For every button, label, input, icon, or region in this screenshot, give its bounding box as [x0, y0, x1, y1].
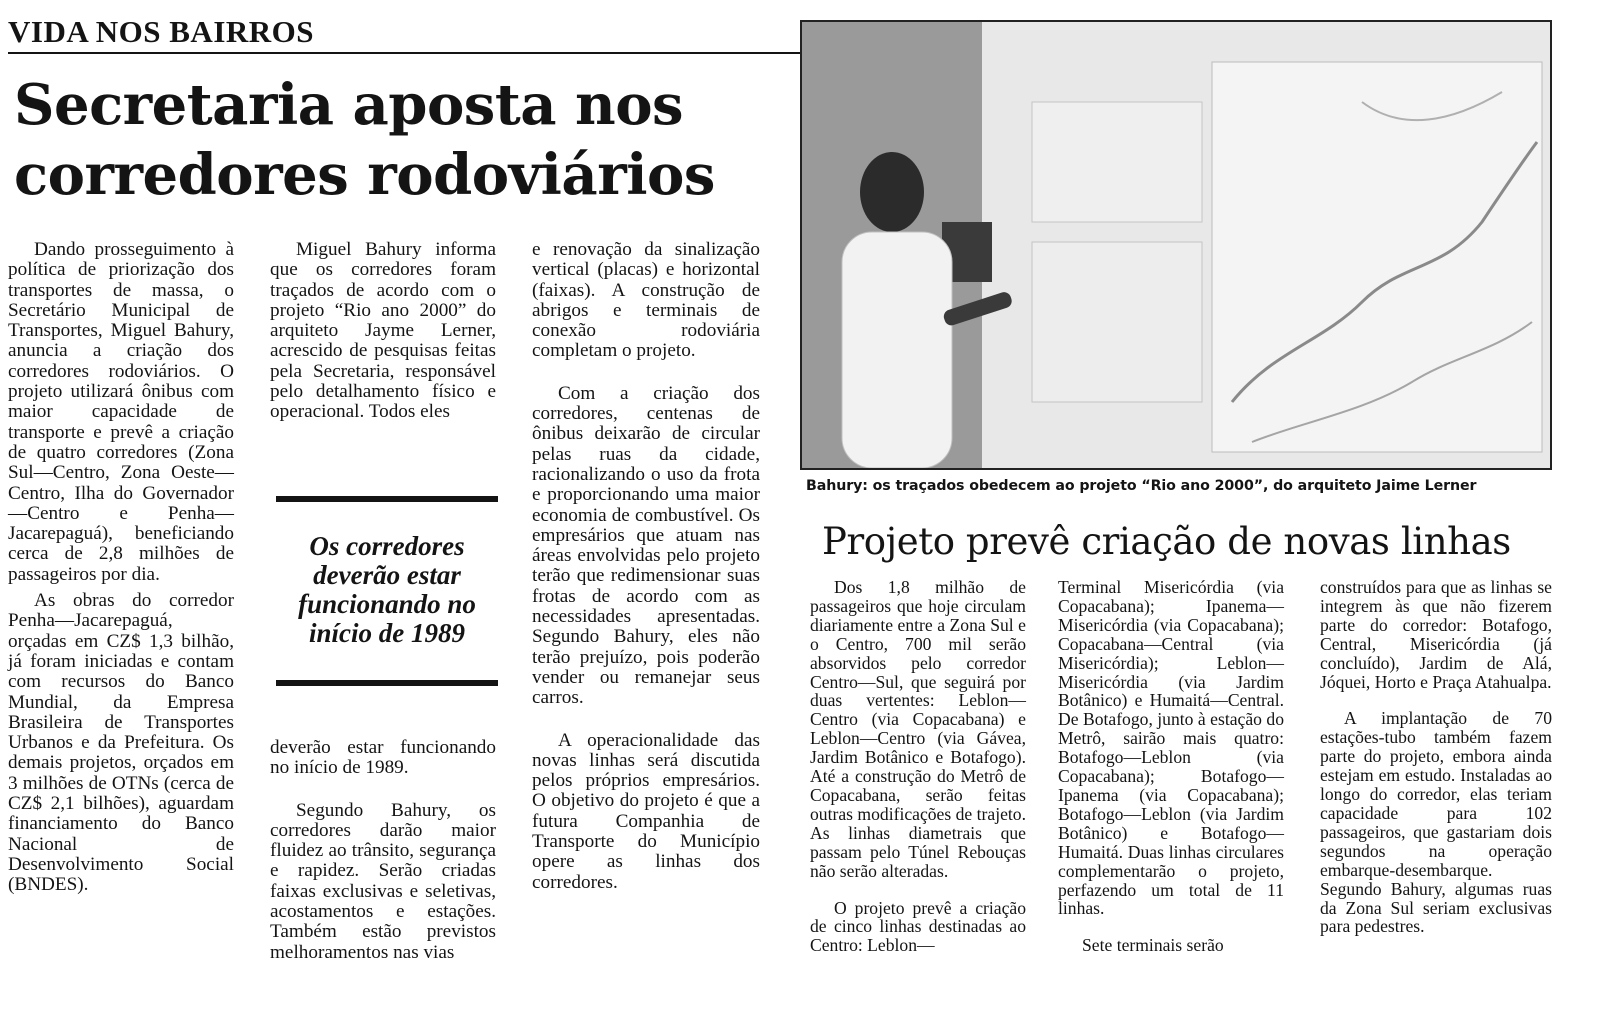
pull-quote-rule-top — [276, 496, 498, 502]
secondary-headline: Projeto prevê criação de novas linhas — [822, 520, 1511, 563]
paragraph: As obras do corredor Penha—Jacarepaguá, orçadas em CZ$ 1,3 bilhão, já foram iniciadas e contam com recursos do Banco Mundial, da Empresa Brasileira de Transportes Urbanos e da Prefeitura. Os demais projetos, orçados em 3 milhões de OTNs (cerca de CZ$ 2,1 bilhões), aguardam financiamento do Banco Nacional de Desenvolvimento Social (BNDES). — [8, 590, 234, 896]
photo-illustration — [802, 22, 1550, 468]
paragraph: construídos para que as linhas se integrem às que não fizerem parte do corredor: Botafogo, Central, Misericórdia (já concluído), Jardim de Alá, Jóquei, Horto e Praça Atahualpa. — [1320, 577, 1552, 692]
main-headline — [14, 70, 804, 210]
paragraph: O projeto prevê a criação de cinco linhas destinadas ao Centro: Leblon— — [810, 897, 1026, 956]
paragraph: A operacionalidade das novas linhas será discutida pelos próprios empresários. O objetivo do projeto é que a futura Companhia de Transporte do Município opere as linhas dos corredores. — [532, 729, 760, 893]
article-column-2-bottom — [270, 738, 496, 963]
article2-column-2 — [1058, 578, 1284, 955]
paragraph: Dando prosseguimento à política de priorização dos transportes de massa, o Secretário Municipal de Transportes, Miguel Bahury, anuncia a criação dos corredores rodoviários. O projeto utilizará ônibus com maior capacidade de transporte e prevê a criação de quatro corredores (Zona Sul—Centro, Zona Oeste—Centro, Ilha do Governador—Centro e Penha—Jacarepaguá), beneficiando cerca de 2,8 milhões de passageiros por dia. — [8, 239, 234, 585]
news-photo — [800, 20, 1552, 470]
photo-caption: Bahury: os traçados obedecem ao projeto “Rio ano 2000”, do arquiteto Jaime Lerner — [806, 478, 1477, 494]
section-rule — [8, 52, 816, 54]
paragraph: A implantação de 70 estações-tubo também fazem parte do projeto, embora ainda estejam em estudo. Instaladas ao longo do corredor, elas teriam capacidade para 102 passageiros, que gastariam dois segundos na operação embarque-desembarque. Segundo Bahury, algumas ruas da Zona Sul seriam exclusivas para pedestres. — [1320, 708, 1552, 937]
paragraph: Dos 1,8 milhão de passageiros que hoje circulam diariamente entre a Zona Sul e o Centro, 700 mil serão absorvidos pelo corredor Centro—Sul, que seguirá por duas vertentes: Leblon—Centro (via Copacabana) e Leblon—Centro (via Gávea, Jardim Botânico e Botafogo). Até a construção do Metrô de Copacabana, serão feitas outras modificações de trajeto. As linhas diametrais que passam pelo Túnel Rebouças não serão alteradas. — [810, 577, 1026, 881]
paragraph: Terminal Misericórdia (via Copacabana); Ipanema—Misericórdia (via Copacabana); Copacabana—Central (via Misericórdia); Leblon—Misericórdia (via Jardim Botânico) e Humaitá—Central. De Botafogo, junto à estação do Metrô, sairão mais quatro: Botafogo—Leblon (via Copacabana); Botafogo—Ipanema (via Copacabana); Botafogo—Leblon (via Jardim Botânico) e Botafogo—Humaitá. Duas linhas circulares complementarão o projeto, perfazendo um total de 11 linhas. — [1058, 577, 1284, 919]
article2-column-1 — [810, 578, 1026, 955]
paragraph: e renovação da sinalização vertical (placas) e horizontal (faixas). A construção de abrigos e terminais de conexão rodoviária completam o projeto. — [532, 239, 760, 362]
paragraph: Sete terminais serão — [1082, 935, 1224, 956]
person-shirt — [842, 232, 952, 468]
headline-line-2: corredores rodoviários — [14, 142, 715, 208]
wall-panel — [1032, 102, 1202, 222]
headline-line-1: Secretaria aposta nos — [14, 72, 684, 138]
pull-quote: Os corredores deverão estar funcionando no início de 1989 — [298, 531, 476, 648]
article-column-1 — [8, 240, 234, 896]
section-label: VIDA NOS BAIRROS — [8, 14, 315, 49]
paragraph: deverão estar funcionando no início de 1989. — [270, 737, 496, 779]
pull-quote-rule-bottom — [276, 680, 498, 686]
person-head — [860, 152, 924, 232]
article-column-3 — [532, 240, 760, 893]
paragraph: Com a criação dos corredores, centenas de ônibus deixarão de circular pelas ruas da cidade, racionalizando o uso da frota e proporcionando uma maior economia de combustível. Os empresários que atuam nas áreas envolvidas pelo projeto terão que redimensionar suas frotas de acordo com as necessidades apresentadas. Segundo Bahury, eles não terão prejuízo, pois poderão vender ou remanejar seus carros. — [532, 382, 760, 709]
city-map — [1212, 62, 1542, 452]
paragraph: Segundo Bahury, os corredores darão maior fluidez ao trânsito, segurança e rapidez. Serão criadas faixas exclusivas e seletivas, acostamentos e estações. Também estão previstos melhoramentos nas vias — [270, 799, 496, 963]
wall-panel — [1032, 242, 1202, 402]
article2-column-3 — [1320, 578, 1552, 936]
paragraph: Miguel Bahury informa que os corredores foram traçados de acordo com o projeto “Rio ano 2000” do arquiteto Jayme Lerner, acrescido de pesquisas feitas pela Secretaria, responsável pelo detalhamento físico e operacional. Todos eles — [270, 239, 496, 423]
article-column-2-top — [270, 240, 496, 423]
